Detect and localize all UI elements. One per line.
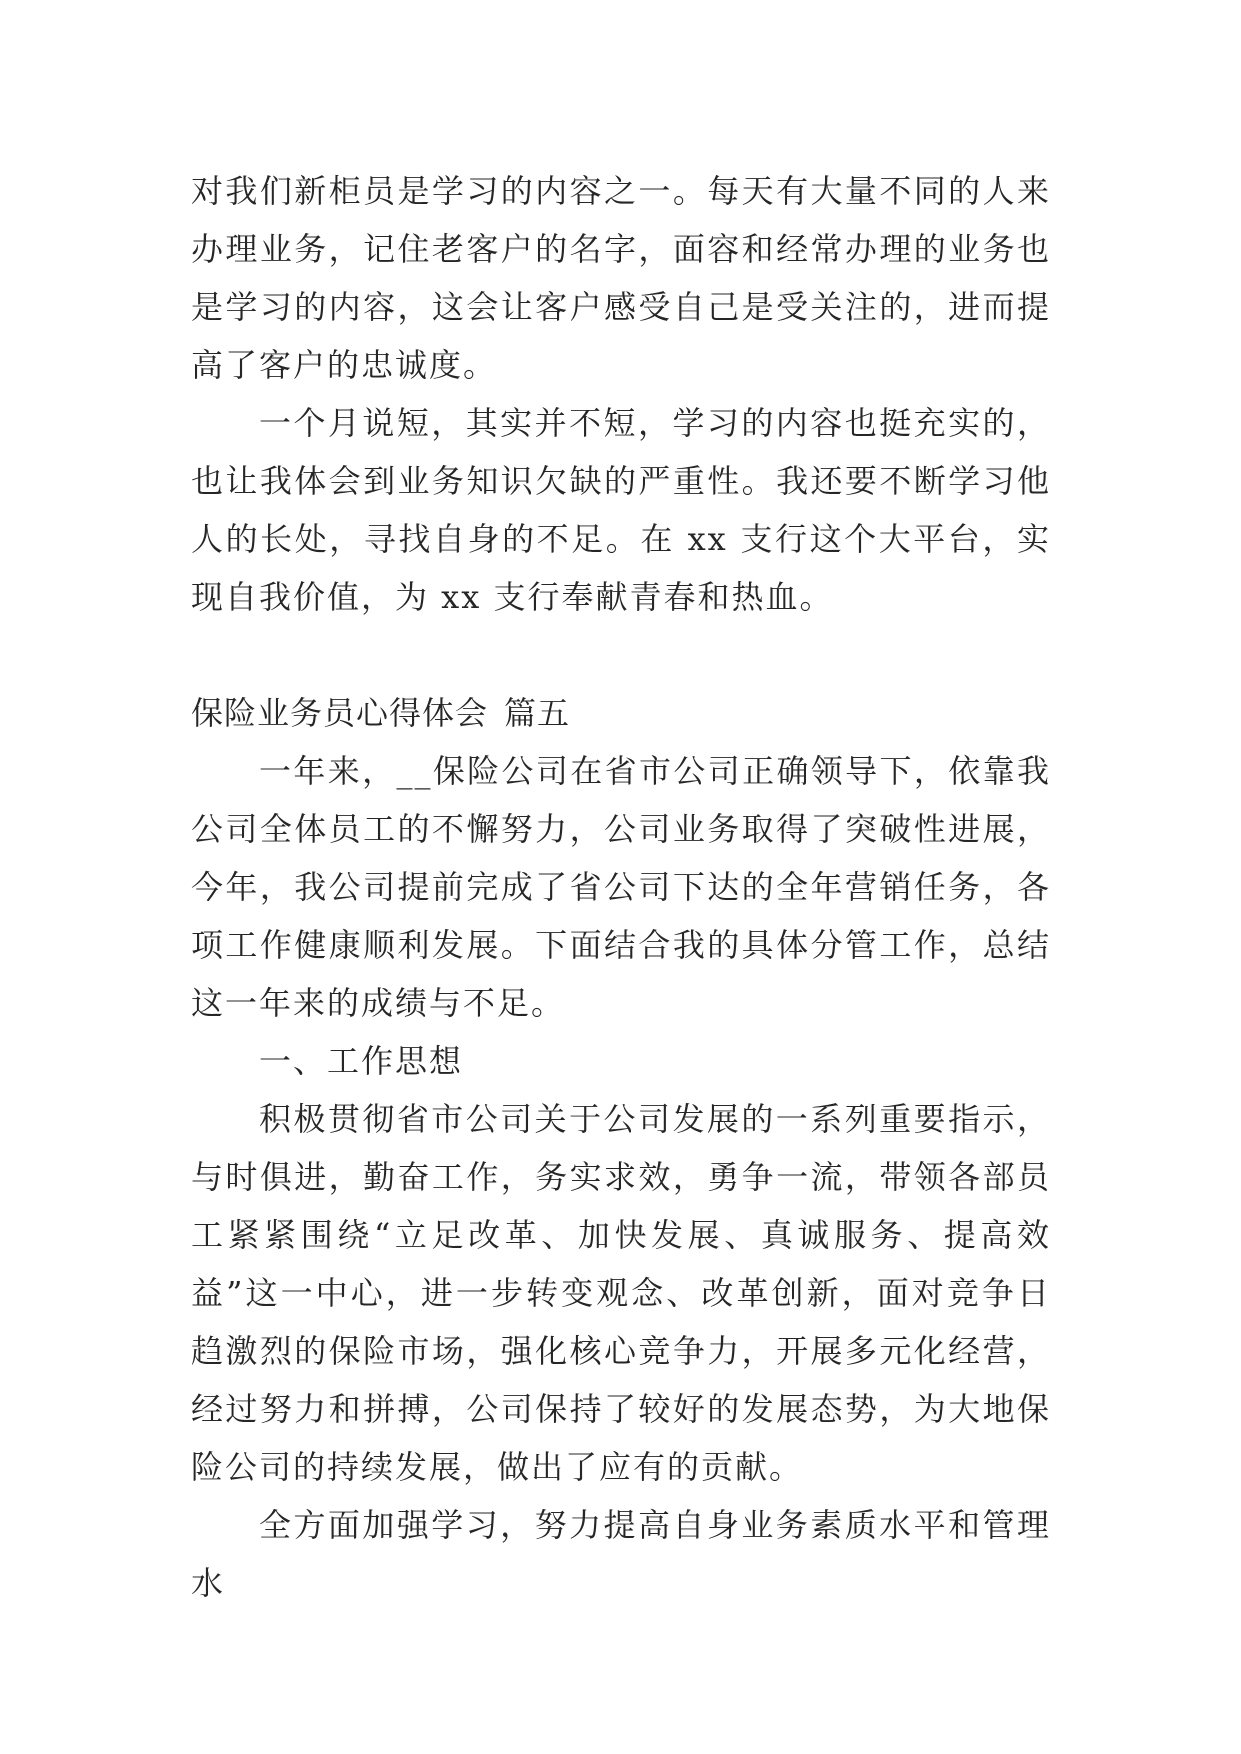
document-body [191,162,1051,1612]
paragraph-summary: 一个月说短，其实并不短，学习的内容也挺充实的，也让我体会到业务知识欠缺的严重性。我还要不断学习他人的长处，寻找自身的不足。在 xx 支行这个大平台，实现自我价值，为 xx 支行奉献青春和热血。 [191,404,1051,616]
subheading-work-thinking: 一、工作思想 [259,1042,464,1080]
paragraph-intro: 一年来，__保险公司在省市公司正确领导下，依靠我公司全体员工的不懈努力，公司业务取得了突破性进展，今年，我公司提前完成了省公司下达的全年营销任务，各项工作健康顺利发展。下面结合我的具体分管工作，总结这一年来的成绩与不足。 [191,752,1051,1022]
paragraph-work-thinking: 积极贯彻省市公司关于公司发展的一系列重要指示，与时俱进，勤奋工作，务实求效，勇争一流，带领各部员工紧紧围绕“立足改革、加快发展、真诚服务、提高效益”这一中心，进一步转变观念、改革创新，面对竞争日趋激烈的保险市场，强化核心竞争力，开展多元化经营，经过努力和拼搏，公司保持了较好的发展态势，为大地保险公司的持续发展，做出了应有的贡献。 [191,1100,1051,1486]
section-heading [191,684,1051,742]
paragraph-study: 全方面加强学习，努力提高自身业务素质水平和管理水 [191,1506,1051,1602]
paragraph-continuation: 对我们新柜员是学习的内容之一。每天有大量不同的人来办理业务，记住老客户的名字，面容和经常办理的业务也是学习的内容，这会让客户感受自己是受关注的，进而提高了客户的忠诚度。 [191,172,1051,384]
section-title: 保险业务员心得体会 [191,694,489,732]
section-number: 篇五 [504,694,571,732]
